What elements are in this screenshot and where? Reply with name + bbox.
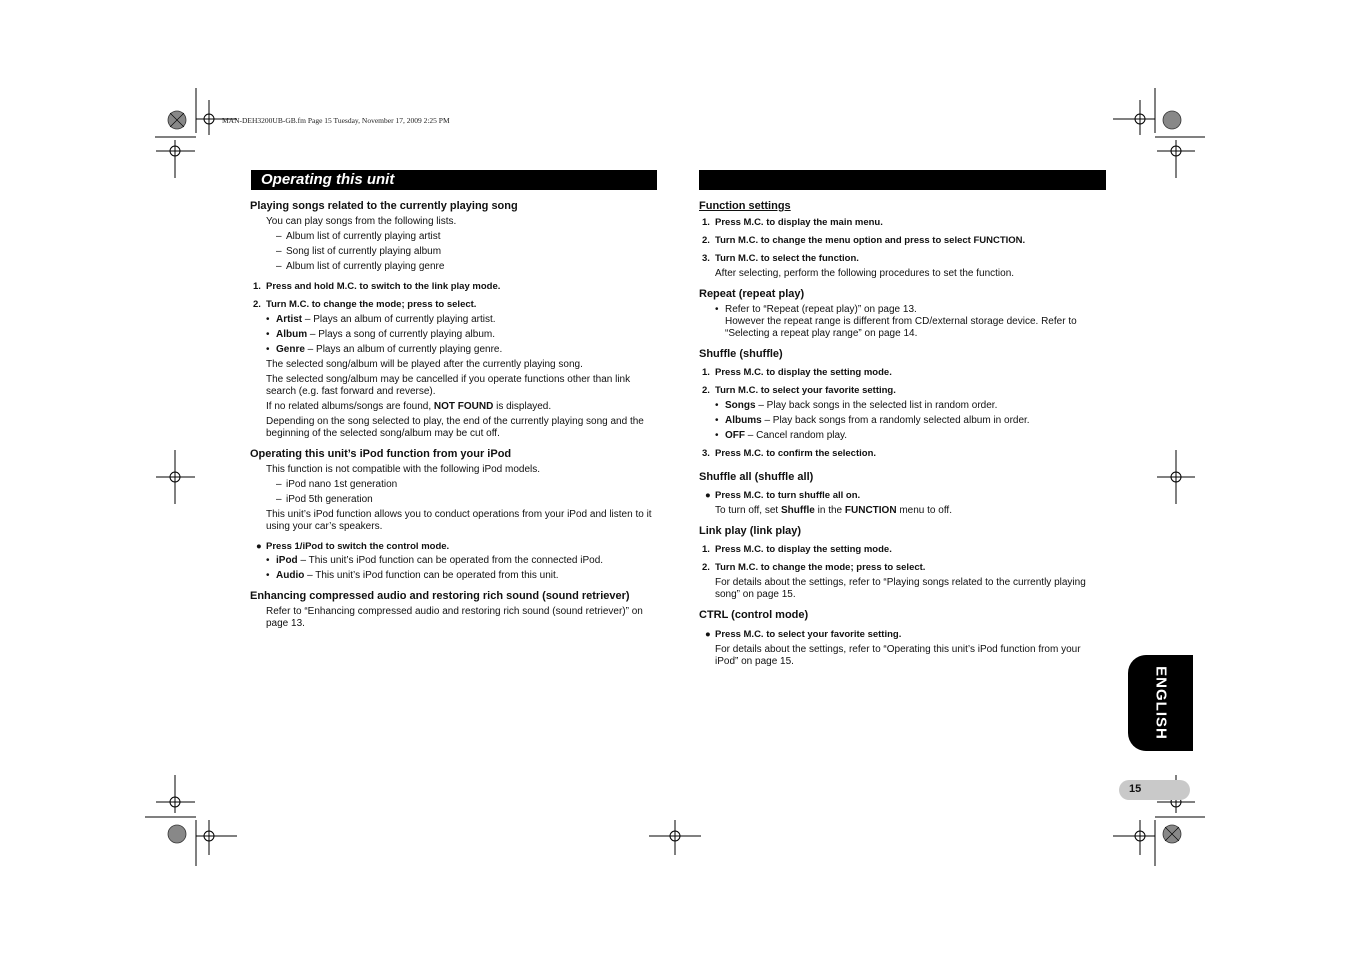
list-item: • iPod – This unit’s iPod function can be operated from the connected iPod. [266,555,604,566]
paragraph: You can play songs from the following lists. [266,216,457,227]
paragraph: The selected song/album will be played after the currently playing song. [266,359,583,370]
heading-ipod-function: Operating this unit’s iPod function from your iPod [250,448,512,460]
list-item: • OFF – Cancel random play. [715,430,848,441]
paragraph: This unit’s iPod function allows you to conduct operations from your iPod and listen to it using your car’s speakers. [266,509,652,532]
heading-ctrl: CTRL (control mode) [699,609,809,621]
paragraph: However the repeat range is different from CD/external storage device. Refer to “Selecting a repeat play range” on page 14. [725,316,1077,339]
heading-shuffle: Shuffle (shuffle) [699,348,783,360]
language-tab-label: ENGLISH [1152,666,1169,740]
print-info: MAN-DEH3200UB-GB.fm Page 15 Tuesday, November 17, 2009 2:25 PM [222,116,450,125]
heading-link-play: Link play (link play) [699,525,802,537]
list-item: – Album list of currently playing genre [276,261,445,272]
step-1: 1. Press and hold M.C. to switch to the link play mode. [253,281,501,292]
step-2: 2. Turn M.C. to change the mode; press to select. [702,562,926,573]
heading-repeat: Repeat (repeat play) [699,288,805,300]
list-item: • Album – Plays a song of currently playing album. [266,329,495,340]
step-1: 1. Press M.C. to display the setting mode. [702,367,892,378]
step-dot: ● Press M.C. to turn shuffle all on. [705,490,861,501]
right-column [699,200,1099,671]
heading-shuffle-all: Shuffle all (shuffle all) [699,471,814,483]
language-tab [1128,655,1193,751]
paragraph: Depending on the song selected to play, the end of the currently playing song and the beginning of the selected song/album may be cut off. [266,416,644,439]
step-2: 2. Turn M.C. to change the mode; press to select. [253,299,477,310]
paragraph: Refer to “Enhancing compressed audio and restoring rich sound (sound retriever)” on page 13. [266,606,643,629]
heading-function-settings: Function settings [699,200,791,212]
page-number: 15 [1129,783,1142,795]
list-item: – iPod nano 1st generation [276,479,398,490]
paragraph: To turn off, set Shuffle in the FUNCTION menu to off. [715,505,952,516]
paragraph: If no related albums/songs are found, NOT FOUND is displayed. [266,401,552,412]
step-1: 1. Press M.C. to display the main menu. [702,217,883,228]
page-number-badge [1119,780,1190,800]
paragraph: For details about the settings, refer to “Operating this unit’s iPod function from your iPod” on page 15. [715,644,1081,667]
list-item: • Audio – This unit’s iPod function can be operated from this unit. [266,570,559,581]
list-item: • Refer to “Repeat (repeat play)” on page 13. [715,304,917,315]
heading-playing-related-songs: Playing songs related to the currently playing song [250,200,518,212]
list-item: – iPod 5th generation [276,494,373,505]
list-item: • Genre – Plays an album of currently playing genre. [266,344,503,355]
list-item: • Songs – Play back songs in the selected list in random order. [715,400,998,411]
list-item: – Album list of currently playing artist [276,231,441,242]
paragraph: For details about the settings, refer to “Playing songs related to the currently playing song” on page 15. [715,577,1086,600]
step-2: 2. Turn M.C. to change the menu option and press to select FUNCTION. [702,235,1026,246]
list-item: • Albums – Play back songs from a randomly selected album in order. [715,415,1030,426]
paragraph: After selecting, perform the following procedures to set the function. [715,268,1015,279]
step-3: 3. Turn M.C. to select the function. [702,253,859,264]
step-2: 2. Turn M.C. to select your favorite setting. [702,385,896,396]
list-item: – Song list of currently playing album [276,246,442,257]
step-dot: ● Press M.C. to select your favorite setting. [705,629,902,640]
paragraph: This function is not compatible with the following iPod models. [266,464,541,475]
list-item: • Artist – Plays an album of currently playing artist. [266,314,496,325]
section-bar-left [251,170,657,190]
section-bar-right [699,170,1106,190]
left-column [250,200,655,633]
step-3: 3. Press M.C. to confirm the selection. [702,448,877,459]
step-1: 1. Press M.C. to display the setting mode. [702,544,892,555]
section-title: Operating this unit [261,171,395,188]
step-dot: ● Press 1/iPod to switch the control mode. [256,541,450,552]
paragraph: The selected song/album may be cancelled if you operate functions other than link search (e.g. fast forward and reverse). [266,374,631,397]
heading-sound-retriever: Enhancing compressed audio and restoring rich sound (sound retriever) [250,590,630,602]
